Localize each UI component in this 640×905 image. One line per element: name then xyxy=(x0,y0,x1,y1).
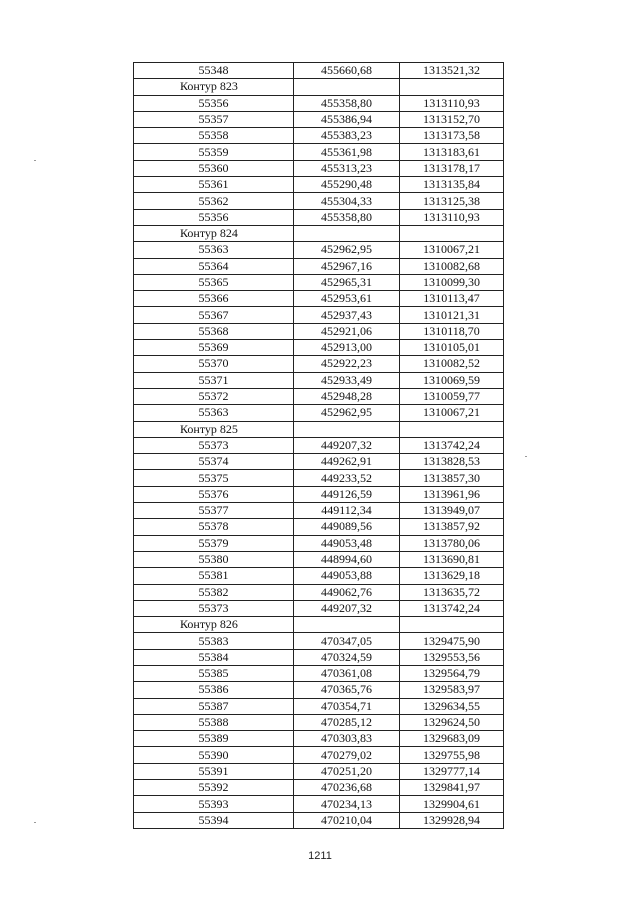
page-number: 1211 xyxy=(308,850,332,862)
x-coordinate-cell: 455361,98 xyxy=(294,144,400,160)
y-coordinate-cell: 1329475,90 xyxy=(400,633,504,649)
x-coordinate-cell: 455386,94 xyxy=(294,111,400,127)
table-row xyxy=(134,780,504,796)
y-coordinate-cell: 1313125,38 xyxy=(400,193,504,209)
x-coordinate-cell: 470285,12 xyxy=(294,714,400,730)
point-id-cell: 55390 xyxy=(134,747,294,763)
x-coordinate-cell: 449233,52 xyxy=(294,470,400,486)
coordinates-table xyxy=(133,62,504,829)
x-coordinate-cell: 449262,91 xyxy=(294,454,400,470)
point-id-cell: 55348 xyxy=(134,63,294,79)
x-coordinate-cell: 449112,34 xyxy=(294,503,400,519)
point-id-cell: 55382 xyxy=(134,584,294,600)
y-coordinate-cell: 1313857,30 xyxy=(400,470,504,486)
x-coordinate-cell: 455290,48 xyxy=(294,177,400,193)
y-coordinate-cell: 1329928,94 xyxy=(400,812,504,828)
contour-label: Контур 825 xyxy=(134,421,294,437)
point-id-cell: 55393 xyxy=(134,796,294,812)
y-coordinate-cell: 1313135,84 xyxy=(400,177,504,193)
y-coordinate-cell: 1310067,21 xyxy=(400,242,504,258)
x-coordinate-cell: 448994,60 xyxy=(294,551,400,567)
table-row xyxy=(134,177,504,193)
table-row xyxy=(134,649,504,665)
table-row xyxy=(134,763,504,779)
table-row xyxy=(134,193,504,209)
table-row xyxy=(134,209,504,225)
point-id-cell: 55379 xyxy=(134,535,294,551)
table-row xyxy=(134,519,504,535)
table-row xyxy=(134,63,504,79)
y-coordinate-cell: 1310082,68 xyxy=(400,258,504,274)
table-row xyxy=(134,551,504,567)
point-id-cell: 55386 xyxy=(134,682,294,698)
x-coordinate-cell: 452922,23 xyxy=(294,356,400,372)
table-row xyxy=(134,291,504,307)
table-row xyxy=(134,160,504,176)
empty-cell xyxy=(400,79,504,95)
table-row xyxy=(134,747,504,763)
y-coordinate-cell: 1329553,56 xyxy=(400,649,504,665)
point-id-cell: 55388 xyxy=(134,714,294,730)
point-id-cell: 55387 xyxy=(134,698,294,714)
point-id-cell: 55361 xyxy=(134,177,294,193)
empty-cell xyxy=(294,79,400,95)
x-coordinate-cell: 470234,13 xyxy=(294,796,400,812)
contour-label: Контур 826 xyxy=(134,617,294,633)
y-coordinate-cell: 1313635,72 xyxy=(400,584,504,600)
y-coordinate-cell: 1313173,58 xyxy=(400,128,504,144)
contour-label: Контур 824 xyxy=(134,225,294,241)
point-id-cell: 55360 xyxy=(134,160,294,176)
y-coordinate-cell: 1329583,97 xyxy=(400,682,504,698)
x-coordinate-cell: 449207,32 xyxy=(294,437,400,453)
point-id-cell: 55371 xyxy=(134,372,294,388)
table-row xyxy=(134,437,504,453)
y-coordinate-cell: 1313742,24 xyxy=(400,437,504,453)
y-coordinate-cell: 1313521,32 xyxy=(400,63,504,79)
y-coordinate-cell: 1310105,01 xyxy=(400,340,504,356)
y-coordinate-cell: 1313178,17 xyxy=(400,160,504,176)
x-coordinate-cell: 449207,32 xyxy=(294,600,400,616)
contour-label: Контур 823 xyxy=(134,79,294,95)
x-coordinate-cell: 452921,06 xyxy=(294,323,400,339)
point-id-cell: 55356 xyxy=(134,209,294,225)
point-id-cell: 55373 xyxy=(134,600,294,616)
x-coordinate-cell: 452937,43 xyxy=(294,307,400,323)
point-id-cell: 55376 xyxy=(134,486,294,502)
y-coordinate-cell: 1313742,24 xyxy=(400,600,504,616)
y-coordinate-cell: 1313110,93 xyxy=(400,209,504,225)
table-row xyxy=(134,274,504,290)
y-coordinate-cell: 1310099,30 xyxy=(400,274,504,290)
x-coordinate-cell: 452953,61 xyxy=(294,291,400,307)
point-id-cell: 55363 xyxy=(134,242,294,258)
table-row xyxy=(134,111,504,127)
point-id-cell: 55394 xyxy=(134,812,294,828)
y-coordinate-cell: 1329777,14 xyxy=(400,763,504,779)
point-id-cell: 55357 xyxy=(134,111,294,127)
y-coordinate-cell: 1310069,59 xyxy=(400,372,504,388)
table-row xyxy=(134,405,504,421)
y-coordinate-cell: 1310118,70 xyxy=(400,323,504,339)
x-coordinate-cell: 452933,49 xyxy=(294,372,400,388)
table-row xyxy=(134,372,504,388)
table-row xyxy=(134,258,504,274)
table-row xyxy=(134,796,504,812)
point-id-cell: 55385 xyxy=(134,665,294,681)
table-row xyxy=(134,486,504,502)
y-coordinate-cell: 1310121,31 xyxy=(400,307,504,323)
x-coordinate-cell: 455358,80 xyxy=(294,209,400,225)
point-id-cell: 55383 xyxy=(134,633,294,649)
point-id-cell: 55384 xyxy=(134,649,294,665)
x-coordinate-cell: 449053,88 xyxy=(294,568,400,584)
x-coordinate-cell: 449053,48 xyxy=(294,535,400,551)
contour-header-row xyxy=(134,79,504,95)
x-coordinate-cell: 470210,04 xyxy=(294,812,400,828)
empty-cell xyxy=(294,225,400,241)
y-coordinate-cell: 1329841,97 xyxy=(400,780,504,796)
x-coordinate-cell: 470361,08 xyxy=(294,665,400,681)
point-id-cell: 55369 xyxy=(134,340,294,356)
table-row xyxy=(134,698,504,714)
point-id-cell: 55363 xyxy=(134,405,294,421)
x-coordinate-cell: 470303,83 xyxy=(294,731,400,747)
table-row xyxy=(134,503,504,519)
table-row xyxy=(134,356,504,372)
point-id-cell: 55392 xyxy=(134,780,294,796)
x-coordinate-cell: 452967,16 xyxy=(294,258,400,274)
y-coordinate-cell: 1313152,70 xyxy=(400,111,504,127)
y-coordinate-cell: 1313629,18 xyxy=(400,568,504,584)
empty-cell xyxy=(294,617,400,633)
point-id-cell: 55380 xyxy=(134,551,294,567)
x-coordinate-cell: 470324,59 xyxy=(294,649,400,665)
x-coordinate-cell: 470236,68 xyxy=(294,780,400,796)
y-coordinate-cell: 1313828,53 xyxy=(400,454,504,470)
x-coordinate-cell: 470279,02 xyxy=(294,747,400,763)
table-row xyxy=(134,242,504,258)
x-coordinate-cell: 452913,00 xyxy=(294,340,400,356)
scan-speck xyxy=(34,822,36,823)
point-id-cell: 55364 xyxy=(134,258,294,274)
y-coordinate-cell: 1313183,61 xyxy=(400,144,504,160)
point-id-cell: 55365 xyxy=(134,274,294,290)
y-coordinate-cell: 1329634,55 xyxy=(400,698,504,714)
y-coordinate-cell: 1313690,81 xyxy=(400,551,504,567)
table-row xyxy=(134,812,504,828)
empty-cell xyxy=(400,617,504,633)
point-id-cell: 55374 xyxy=(134,454,294,470)
point-id-cell: 55368 xyxy=(134,323,294,339)
table-row xyxy=(134,665,504,681)
table-row xyxy=(134,454,504,470)
table-row xyxy=(134,535,504,551)
table-row xyxy=(134,95,504,111)
contour-header-row xyxy=(134,617,504,633)
table-row xyxy=(134,388,504,404)
point-id-cell: 55372 xyxy=(134,388,294,404)
empty-cell xyxy=(400,421,504,437)
x-coordinate-cell: 470347,05 xyxy=(294,633,400,649)
table-row xyxy=(134,128,504,144)
x-coordinate-cell: 455660,68 xyxy=(294,63,400,79)
point-id-cell: 55378 xyxy=(134,519,294,535)
point-id-cell: 55375 xyxy=(134,470,294,486)
y-coordinate-cell: 1313110,93 xyxy=(400,95,504,111)
table-row xyxy=(134,568,504,584)
y-coordinate-cell: 1313961,96 xyxy=(400,486,504,502)
y-coordinate-cell: 1329683,09 xyxy=(400,731,504,747)
y-coordinate-cell: 1310067,21 xyxy=(400,405,504,421)
x-coordinate-cell: 455383,23 xyxy=(294,128,400,144)
point-id-cell: 55377 xyxy=(134,503,294,519)
y-coordinate-cell: 1313780,06 xyxy=(400,535,504,551)
table-row xyxy=(134,470,504,486)
y-coordinate-cell: 1329755,98 xyxy=(400,747,504,763)
scan-speck xyxy=(34,160,36,161)
x-coordinate-cell: 470251,20 xyxy=(294,763,400,779)
y-coordinate-cell: 1313857,92 xyxy=(400,519,504,535)
point-id-cell: 55370 xyxy=(134,356,294,372)
x-coordinate-cell: 449062,76 xyxy=(294,584,400,600)
y-coordinate-cell: 1313949,07 xyxy=(400,503,504,519)
coordinates-table-body xyxy=(134,63,504,829)
scan-speck xyxy=(525,456,527,457)
table-row xyxy=(134,731,504,747)
y-coordinate-cell: 1329904,61 xyxy=(400,796,504,812)
table-row xyxy=(134,633,504,649)
y-coordinate-cell: 1310113,47 xyxy=(400,291,504,307)
x-coordinate-cell: 455304,33 xyxy=(294,193,400,209)
y-coordinate-cell: 1310082,52 xyxy=(400,356,504,372)
point-id-cell: 55367 xyxy=(134,307,294,323)
x-coordinate-cell: 455358,80 xyxy=(294,95,400,111)
table-row xyxy=(134,340,504,356)
point-id-cell: 55359 xyxy=(134,144,294,160)
table-row xyxy=(134,584,504,600)
point-id-cell: 55381 xyxy=(134,568,294,584)
point-id-cell: 55362 xyxy=(134,193,294,209)
table-row xyxy=(134,307,504,323)
contour-header-row xyxy=(134,225,504,241)
contour-header-row xyxy=(134,421,504,437)
x-coordinate-cell: 470365,76 xyxy=(294,682,400,698)
point-id-cell: 55356 xyxy=(134,95,294,111)
x-coordinate-cell: 449089,56 xyxy=(294,519,400,535)
point-id-cell: 55366 xyxy=(134,291,294,307)
table-row xyxy=(134,682,504,698)
x-coordinate-cell: 470354,71 xyxy=(294,698,400,714)
point-id-cell: 55358 xyxy=(134,128,294,144)
point-id-cell: 55389 xyxy=(134,731,294,747)
empty-cell xyxy=(400,225,504,241)
y-coordinate-cell: 1329564,79 xyxy=(400,665,504,681)
point-id-cell: 55373 xyxy=(134,437,294,453)
table-row xyxy=(134,323,504,339)
table-row xyxy=(134,600,504,616)
x-coordinate-cell: 452948,28 xyxy=(294,388,400,404)
table-row xyxy=(134,144,504,160)
x-coordinate-cell: 449126,59 xyxy=(294,486,400,502)
y-coordinate-cell: 1329624,50 xyxy=(400,714,504,730)
x-coordinate-cell: 455313,23 xyxy=(294,160,400,176)
y-coordinate-cell: 1310059,77 xyxy=(400,388,504,404)
empty-cell xyxy=(294,421,400,437)
point-id-cell: 55391 xyxy=(134,763,294,779)
x-coordinate-cell: 452962,95 xyxy=(294,242,400,258)
x-coordinate-cell: 452965,31 xyxy=(294,274,400,290)
x-coordinate-cell: 452962,95 xyxy=(294,405,400,421)
table-row xyxy=(134,714,504,730)
